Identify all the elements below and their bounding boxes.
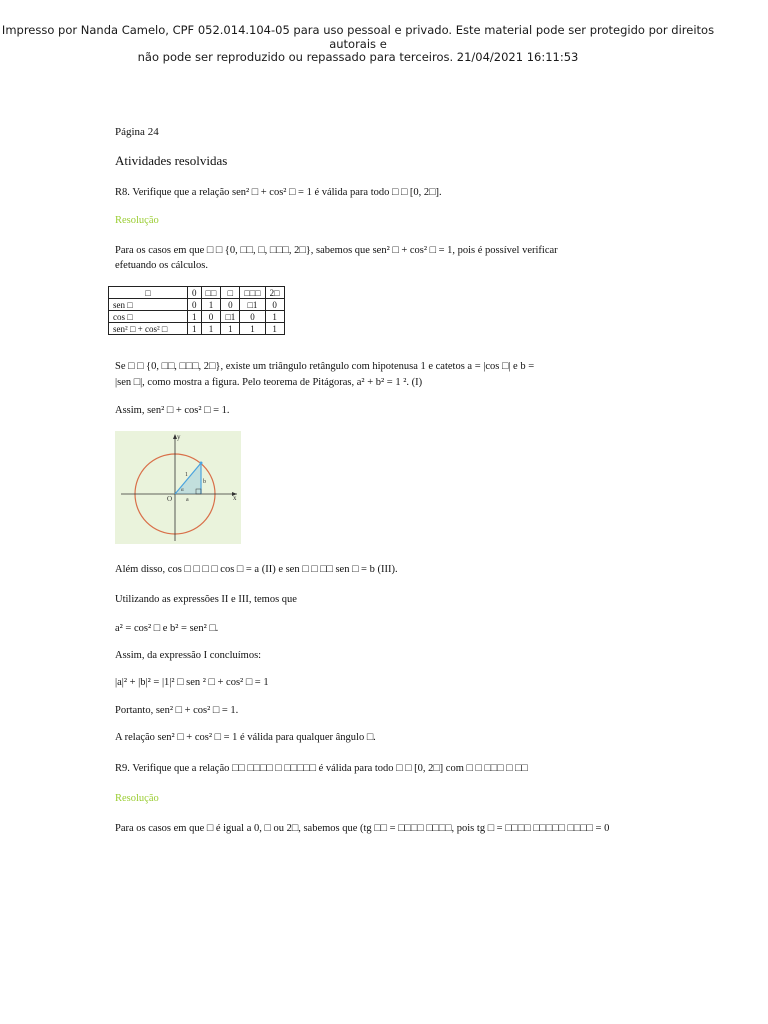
circle-point [200,462,203,465]
r9-resolution-label: Resolução [115,793,159,804]
r8-statement: R8. Verifique que a relação sen² □ + cos² □ = 1 é válida para todo □ □ [0, 2□]. [115,187,442,198]
table-cell: 0 [221,299,240,311]
unit-circle-svg [115,431,241,544]
table-cell: □1 [221,311,240,323]
table-cell: 1 [265,311,284,323]
table-cell: □□□ [240,287,265,299]
portanto-line: Portanto, sen² □ + cos² □ = 1. [115,705,239,716]
relacao-line: A relação sen² □ + cos² □ = 1 é válida para qualquer ângulo □. [115,732,376,743]
table-cell: 1 [240,323,265,335]
table-cell: 0 [188,287,202,299]
assim-line-1: Assim, sen² □ + cos² □ = 1. [115,405,230,416]
table-row [109,299,285,311]
table-cell: 1 [221,323,240,335]
r9-statement: R9. Verifique que a relação □□ □□□□ □ □□□□□ é válida para todo □ □ [0, 2□] com □ □ □□□ □ □□ [115,763,528,774]
header-line-1: Impresso por Nanda Camelo, CPF 052.014.104-05 para uso pessoal e privado. Este material pode ser protegido por direitos autorais e [1,23,715,51]
x-axis-label: x [233,494,237,502]
table-header-row [109,287,285,299]
assim-line-2: Assim, da expressão I concluímos: [115,650,262,661]
table-cell: 0 [265,299,284,311]
absolute-equation: |a|² + |b|² = |1|² □ sen ² □ + cos² □ = 1 [115,677,269,688]
r8-cases-line-1: Para os casos em que □ □ {0, □□, □, □□□, 2□}, sabemos que sen² □ + cos² □ = 1, pois é possível verificar [115,245,558,256]
table-cell: sen □ [109,299,188,311]
table-cell: sen² □ + cos² □ [109,323,188,335]
table-cell: 1 [201,299,221,311]
r8-resolution-label: Resolução [115,215,159,226]
squares-line: a² = cos² □ e b² = sen² □. [115,623,219,634]
table-cell: 1 [265,323,284,335]
table-cell: cos □ [109,311,188,323]
origin-label: O [167,495,173,503]
copyright-header [0,24,716,65]
angle-label: α [181,488,184,493]
page-number: Página 24 [115,126,159,138]
r9-cases-line: Para os casos em que □ é igual a 0, □ ou 2□, sabemos que (tg □□ = □□□□ □□□□, pois tg □ = □□□□ □□□□□ □□□□ = 0 [115,823,610,834]
section-title: Atividades resolvidas [115,153,228,168]
trig-values-table [108,286,285,335]
table-cell: 2□ [265,287,284,299]
table-cell: □ [221,287,240,299]
side-a-label: a [186,497,189,503]
table-cell: □□ [201,287,221,299]
table-cell: 1 [188,323,202,335]
table-row [109,323,285,335]
table-cell: 1 [188,311,202,323]
side-b-label: b [203,479,206,485]
triangle-text-line-1: Se □ □ {0, □□, □□□, 2□}, existe um triângulo retângulo com hipotenusa 1 e catetos a = |cos □| e b = [115,361,535,372]
table-row [109,311,285,323]
table-cell: 1 [201,323,221,335]
header-line-2: não pode ser reproduzido ou repassado para terceiros. 21/04/2021 16:11:53 [137,50,579,64]
table-cell: 0 [240,311,265,323]
alem-disso-line: Além disso, cos □ □ □ □ cos □ = a (II) e sen □ □ □□ sen □ = b (III). [115,564,398,575]
table-cell: □ [109,287,188,299]
triangle-text-line-2: |sen □|, como mostra a figura. Pelo teorema de Pitágoras, a² + b² = 1 ². (I) [115,377,423,388]
r8-cases-line-2: efetuando os cálculos. [115,260,209,271]
table-cell: 0 [188,299,202,311]
utilizando-line: Utilizando as expressões II e III, temos que [115,594,297,605]
unit-circle-figure [115,431,241,544]
table-cell: 0 [201,311,221,323]
table-cell: □1 [240,299,265,311]
hypotenuse-label: 1 [185,472,188,478]
y-axis-label: y [177,433,181,441]
